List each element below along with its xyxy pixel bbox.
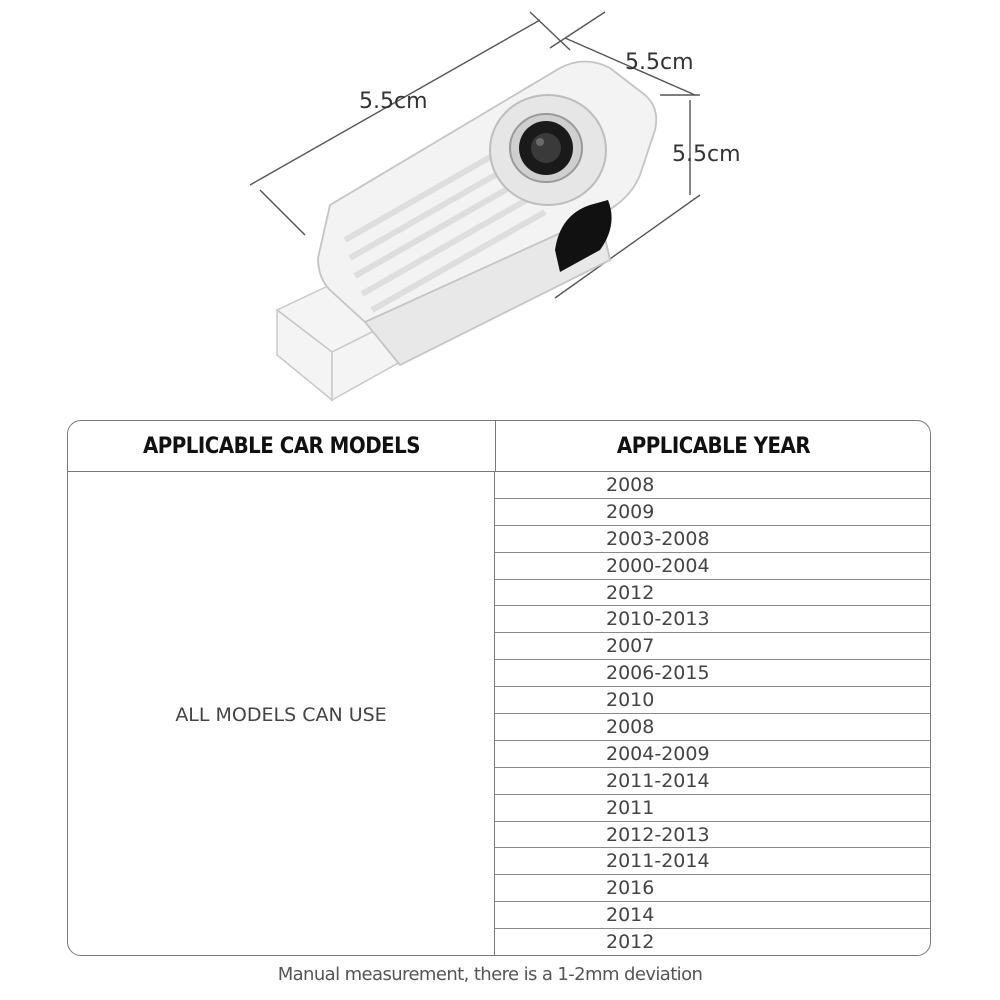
year-row: 2006-2015 <box>495 660 931 687</box>
year-row: 2012-2013 <box>495 822 931 849</box>
year-row: 2010 <box>495 687 931 714</box>
year-row: 2007 <box>495 633 931 660</box>
year-row: 2012 <box>495 580 931 607</box>
models-cell: ALL MODELS CAN USE <box>68 472 495 956</box>
year-row: 2011 <box>495 795 931 822</box>
year-row: 2012 <box>606 931 655 954</box>
year-row: 2009 <box>495 499 931 526</box>
year-row: 2003-2008 <box>495 526 931 553</box>
year-row: 2010-2013 <box>495 606 931 633</box>
dimension-label-height: 5.5cm <box>672 142 741 167</box>
compatibility-table <box>67 420 931 956</box>
year-row: 2011-2014 <box>495 768 931 795</box>
year-row: 2004-2009 <box>495 741 931 768</box>
lens <box>490 95 606 205</box>
header-year: APPLICABLE YEAR <box>495 421 931 472</box>
year-row: 2008 <box>495 714 931 741</box>
product-illustration <box>0 0 1000 415</box>
dimension-label-width: 5.5cm <box>625 50 694 75</box>
footer-note: Manual measurement, there is a 1-2mm deviation <box>277 964 703 985</box>
year-row: 2000-2004 <box>495 553 931 580</box>
year-row: 2008 <box>495 472 931 499</box>
header-car-models: APPLICABLE CAR MODELS <box>68 421 496 472</box>
years-column <box>495 472 931 956</box>
dimension-label-length: 5.5cm <box>359 89 428 114</box>
year-row: 2014 <box>495 902 931 929</box>
year-row: 2011-2014 <box>495 848 931 875</box>
year-row: 2016 <box>495 875 931 902</box>
